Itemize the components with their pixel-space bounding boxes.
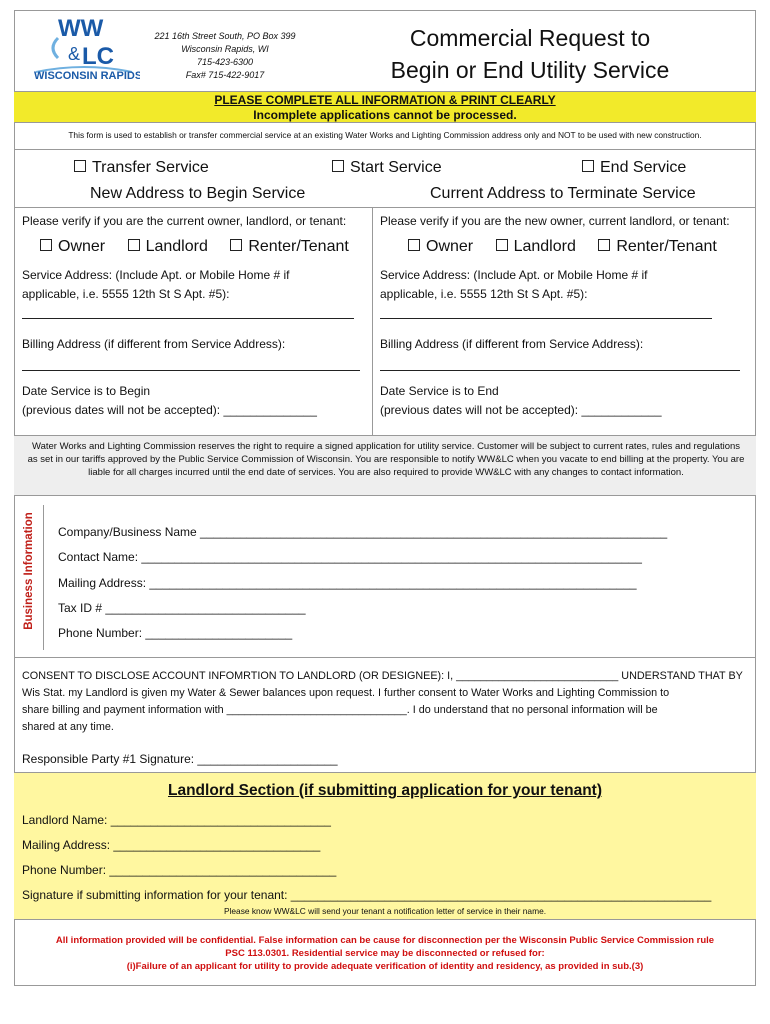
role-landlord[interactable] — [128, 238, 208, 255]
svg-text:&: & — [68, 44, 81, 64]
divider — [14, 919, 756, 920]
landlord-name-field[interactable]: Landlord Name: _________________________________ — [22, 813, 331, 827]
checkbox-icon[interactable] — [408, 239, 420, 251]
left-service-address-field[interactable] — [22, 318, 354, 319]
checkbox-icon[interactable] — [40, 239, 52, 251]
landlord-signature-field[interactable]: Signature if submitting information for your tenant: _______________________________________________________________ — [22, 888, 712, 902]
svg-text:LC: LC — [82, 43, 114, 70]
role-renter[interactable] — [598, 238, 717, 255]
instruction-banner — [14, 91, 756, 123]
page-title — [360, 22, 700, 86]
role-owner[interactable] — [408, 238, 473, 255]
phone-number: 715-423-6300 — [196, 57, 254, 67]
phone-number-field[interactable]: Phone Number: ______________________ — [58, 626, 293, 640]
checkbox-icon[interactable] — [230, 239, 242, 251]
role-label: Renter/Tenant — [616, 238, 717, 255]
label-line: Date Service is to End — [380, 384, 499, 398]
role-label: Owner — [426, 238, 474, 255]
checkbox-icon[interactable] — [332, 160, 344, 172]
left-column-heading: New Address to Begin Service — [90, 185, 306, 202]
option-end-service[interactable] — [582, 159, 686, 177]
option-start-service[interactable] — [332, 159, 442, 177]
right-date-label — [380, 382, 662, 420]
role-label: Renter/Tenant — [248, 238, 349, 255]
checkbox-icon[interactable] — [74, 160, 86, 172]
column-divider — [372, 207, 373, 435]
label-line[interactable]: (previous dates will not be accepted): ____________ — [380, 403, 662, 417]
checkbox-icon[interactable] — [128, 239, 140, 251]
right-verify-text: Please verify if you are the new owner, current landlord, or tenant: — [380, 214, 730, 228]
address-block — [150, 30, 300, 82]
left-verify-text: Please verify if you are the current owner, landlord, or tenant: — [22, 214, 347, 228]
address-line-1: 221 16th Street South, PO Box 399 — [154, 31, 296, 41]
landlord-mailing-field[interactable]: Mailing Address: _______________________________ — [22, 838, 321, 852]
consent-text — [22, 668, 752, 736]
left-billing-label: Billing Address (if different from Service Address): — [22, 337, 286, 351]
mailing-address-field[interactable]: Mailing Address: _________________________________________________________________________ — [58, 576, 637, 590]
footer-line: (i)Failure of an applicant for utility to provide adequate verification of identity and residency, as provided in sub.(3) — [126, 961, 644, 972]
company-name-field[interactable]: Company/Business Name ______________________________________________________________________ — [58, 525, 668, 539]
svg-text:WW: WW — [58, 15, 104, 42]
right-roles — [408, 238, 717, 256]
role-renter[interactable] — [230, 238, 349, 255]
role-label: Landlord — [513, 238, 576, 255]
notice-text: This form is used to establish or transfer commercial service at an existing Water Works and Lighting Commission address only and NOT to be used with new construction. — [68, 130, 702, 140]
option-label: End Service — [600, 159, 687, 176]
title-line-2: Begin or End Utility Service — [390, 57, 670, 83]
confidentiality-footer — [18, 934, 752, 973]
role-label: Landlord — [145, 238, 208, 255]
contact-name-field[interactable]: Contact Name: ___________________________________________________________________________ — [58, 550, 642, 564]
role-label: Owner — [58, 238, 106, 255]
option-transfer-service[interactable] — [74, 159, 209, 177]
banner-line-2: Incomplete applications cannot be processed. — [253, 108, 517, 122]
role-landlord[interactable] — [496, 238, 576, 255]
left-billing-field[interactable] — [22, 370, 360, 371]
title-line-1: Commercial Request to — [409, 25, 651, 51]
fax-number: Fax# 715-422-9017 — [185, 70, 265, 80]
option-label: Transfer Service — [92, 159, 209, 176]
right-billing-field[interactable] — [380, 370, 740, 371]
left-date-label — [22, 382, 317, 420]
logo-name: WISCONSIN RAPIDS — [34, 70, 140, 82]
tax-id-field[interactable]: Tax ID # ______________________________ — [58, 601, 306, 615]
footer-line: All information provided will be confidential. False information can be cause for disconnection per the Wisconsin Public Service Commission rule — [55, 935, 715, 946]
left-service-address-label — [22, 266, 289, 304]
label-line: Service Address: (Include Apt. or Mobile Home # if — [22, 268, 290, 282]
checkbox-icon[interactable] — [496, 239, 508, 251]
consent-line: Wis Stat. my Landlord is given my Water & Sewer balances upon request. I further consent to Water Works and Lighting Commission to — [22, 687, 670, 699]
label-line[interactable]: (previous dates will not be accepted): ______________ — [22, 403, 317, 417]
landlord-phone-field[interactable]: Phone Number: __________________________________ — [22, 863, 337, 877]
option-label: Start Service — [350, 159, 442, 176]
label-line: applicable, i.e. 5555 12th St S Apt. #5): — [380, 287, 588, 301]
right-billing-label: Billing Address (if different from Service Address): — [380, 337, 644, 351]
right-service-address-label — [380, 266, 647, 304]
right-service-address-field[interactable] — [380, 318, 712, 319]
label-line: applicable, i.e. 5555 12th St S Apt. #5): — [22, 287, 230, 301]
label-line: Date Service is to Begin — [22, 384, 151, 398]
divider — [14, 149, 756, 150]
terms-text: Water Works and Lighting Commission reserves the right to require a signed application for utility service. Customer will be subject to current rates, rules and regulations as set in our tariffs approved by the Public Service Commission of Wisconsin. You are responsible to notify WW&LC when you vacate to end billing at the property. You are liable for all charges incurred until the end date of services. You are also required to provide WW&LC with any changes to contact information. — [27, 441, 745, 478]
business-side-label-text: Business Information — [23, 512, 35, 630]
right-column-heading: Current Address to Terminate Service — [430, 185, 696, 202]
footer-line: PSC 113.0301. Residential service may be disconnected or refused for: — [225, 948, 545, 959]
divider — [14, 207, 756, 208]
consent-line: shared at any time. — [22, 721, 114, 733]
address-line-2: Wisconsin Rapids, WI — [181, 44, 269, 54]
consent-line[interactable]: share billing and payment information with ______________________________. I do understand that no personal information will be — [22, 704, 658, 716]
business-side-label — [14, 505, 44, 650]
banner-line-1: PLEASE COMPLETE ALL INFORMATION & PRINT CLEARLY — [214, 93, 556, 107]
logo — [28, 14, 140, 84]
landlord-heading: Landlord Section (if submitting application for your tenant) — [168, 782, 602, 799]
checkbox-icon[interactable] — [582, 160, 594, 172]
role-owner[interactable] — [40, 238, 105, 255]
label-line: Service Address: (Include Apt. or Mobile Home # if — [380, 268, 648, 282]
responsible-party-signature[interactable]: Responsible Party #1 Signature: _____________________ — [22, 752, 338, 766]
checkbox-icon[interactable] — [598, 239, 610, 251]
divider — [14, 657, 756, 658]
consent-line[interactable]: CONSENT TO DISCLOSE ACCOUNT INFOMRTION TO LANDLORD (OR DESIGNEE): I, ___________________________ UNDERSTAND THAT BY — [22, 670, 743, 682]
landlord-note: Please know WW&LC will send your tenant a notification letter of service in their name. — [223, 906, 547, 916]
left-roles — [40, 238, 349, 256]
